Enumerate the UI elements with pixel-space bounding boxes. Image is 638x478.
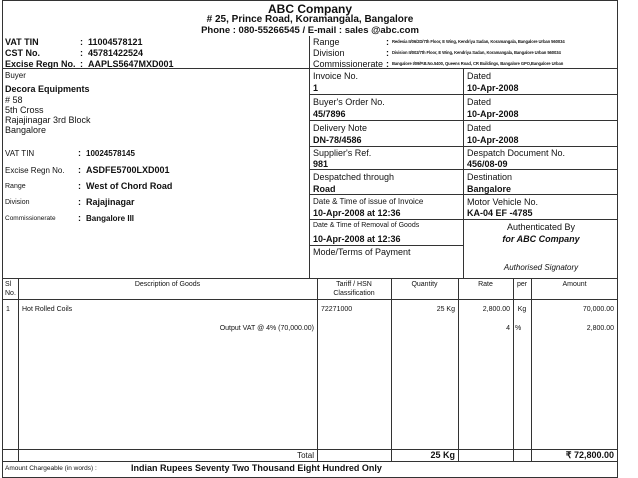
supplier-ref-label: Supplier's Ref.: [313, 148, 372, 158]
colon: :: [78, 165, 81, 175]
divider: [2, 461, 618, 462]
buyer-name: Decora Equipments: [5, 84, 90, 94]
buyer-commissionerate-label: Commissionerate: [5, 215, 56, 222]
total-quantity: 25 Kg: [430, 450, 455, 460]
dated-label: Dated: [467, 97, 492, 107]
row-tariff: 72271000: [321, 306, 353, 313]
destination-label: Destination: [467, 172, 513, 182]
despatched-through-value: Road: [313, 184, 336, 194]
divider: [309, 36, 310, 68]
removal-datetime-value: 10-Apr-2008 at 12:36: [313, 234, 401, 244]
range-value: Redesia II/06/2D/7th Floor, E Wing, Kendriya Sadan, Koramangala, Bangalore Urban 560034: [392, 39, 565, 44]
total-label: Total: [297, 451, 314, 460]
buyer-range-value: West of Chord Road: [86, 181, 173, 191]
buyer-vat-value: 10024578145: [86, 149, 135, 158]
vat-tin-value: 11004578121: [88, 37, 143, 47]
header-tariff: Tariff / HSN: [336, 281, 372, 288]
buyer-address-line: Bangalore: [5, 125, 47, 135]
colon: :: [386, 37, 389, 47]
buyer-label: Buyer: [5, 71, 26, 80]
buyer-address-line: # 58: [5, 95, 23, 105]
row-amount: 70,000.00: [582, 306, 614, 313]
division-label: Division: [313, 48, 345, 58]
divider: [2, 278, 618, 279]
amount-words-value: Indian Rupees Seventy Two Thousand Eight Hundred Only: [131, 463, 382, 473]
vat-tin-label: VAT TIN: [5, 37, 39, 47]
issue-datetime-value: 10-Apr-2008 at 12:36: [313, 208, 401, 218]
buyer-address-line: Rajajinagar 3rd Block: [5, 115, 91, 125]
division-value: Division II/002/7th Floor, E Wing, Kendriya Sadan, Koramangala, Bangalore Urban 560034: [392, 50, 561, 55]
destination-value: Bangalore: [467, 184, 512, 194]
divider: [317, 278, 318, 461]
buyer-order-label: Buyer's Order No.: [313, 97, 385, 107]
buyer-division-value: Rajajinagar: [86, 197, 135, 207]
header-per: per: [516, 281, 528, 288]
excise-value: AAPLS5647MXD001: [88, 59, 174, 69]
colon: :: [80, 48, 83, 58]
row-per: Kg: [517, 306, 527, 313]
colon: :: [80, 59, 83, 69]
colon: :: [386, 48, 389, 58]
divider: [309, 169, 618, 170]
delivery-note-value: DN-78/4586: [313, 135, 362, 145]
divider: [2, 449, 618, 450]
company-contact: Phone : 080-55266545 / E-mail : sales @abc.com: [201, 25, 419, 36]
divider: [18, 278, 19, 461]
colon: :: [78, 213, 81, 223]
dated-label: Dated: [467, 123, 492, 133]
removal-datetime-label: Date & Time of Removal of Goods: [313, 222, 420, 229]
divider: [463, 68, 464, 220]
row-quantity: 25 Kg: [436, 306, 455, 313]
header-sl: Sl: [5, 281, 12, 288]
delivery-note-label: Delivery Note: [313, 123, 368, 133]
buyer-order-date: 10-Apr-2008: [467, 109, 519, 119]
dated-label: Dated: [467, 71, 492, 81]
company-name: ABC Company: [267, 2, 352, 16]
colon: :: [80, 37, 83, 47]
commissionerate-value: Bangalore I/09/P.B.No.5400, Queens Road, CR Buildings, Bangalore GPO,Bangalore Urban: [392, 61, 564, 66]
header-quantity: Quantity: [411, 281, 438, 288]
supplier-ref-value: 981: [313, 159, 329, 169]
payment-terms-label: Mode/Terms of Payment: [313, 247, 411, 257]
header-classification: Classification: [333, 290, 375, 297]
company-address: # 25, Prince Road, Koramangala, Bangalore: [206, 14, 414, 25]
row-sl: 1: [6, 306, 10, 313]
buyer-range-label: Range: [5, 183, 26, 190]
divider: [309, 194, 618, 195]
divider: [309, 68, 310, 278]
colon: :: [78, 148, 81, 158]
divider: [309, 146, 618, 147]
despatched-through-label: Despatched through: [313, 172, 395, 182]
commissionerate-label: Commissionerate: [313, 59, 384, 69]
row-amount: 2,800.00: [586, 325, 614, 332]
header-rate: Rate: [478, 281, 493, 288]
colon: :: [386, 59, 389, 69]
authenticated-by: Authenticated By: [506, 222, 576, 232]
divider: [309, 94, 618, 95]
row-rate: 2,800.00: [482, 306, 510, 313]
buyer-excise-label: Excise Regn No.: [5, 166, 65, 175]
colon: :: [78, 181, 81, 191]
issue-datetime-label: Date & Time of issue of Invoice: [313, 197, 424, 206]
auth-company: for ABC Company: [502, 234, 580, 244]
row-per: %: [515, 325, 522, 332]
row-description: Hot Rolled Coils: [22, 306, 73, 313]
invoice-no-label: Invoice No.: [313, 71, 359, 81]
excise-label: Excise Regn No.: [5, 59, 76, 69]
authorised-signatory: Authorised Signatory: [503, 263, 579, 272]
row-rate: 4: [506, 325, 510, 332]
divider: [2, 299, 618, 300]
vehicle-label: Motor Vehicle No.: [467, 197, 539, 207]
row-description: Output VAT @ 4% (70,000.00): [219, 325, 314, 332]
cst-value: 45781422524: [88, 48, 144, 58]
header-description: Description of Goods: [134, 281, 201, 288]
buyer-commissionerate-value: Bangalore III: [86, 214, 135, 223]
buyer-division-label: Division: [5, 199, 30, 206]
despatch-doc-label: Despatch Document No.: [467, 148, 566, 158]
vehicle-value: KA-04 EF -4785: [467, 208, 533, 218]
colon: :: [78, 197, 81, 207]
buyer-excise-value: ASDFE5700LXD001: [86, 165, 170, 175]
despatch-doc-value: 456/08-09: [467, 159, 508, 169]
divider: [309, 245, 463, 246]
range-label: Range: [313, 37, 340, 47]
divider: [309, 120, 618, 121]
amount-words-label: Amount Chargeable (in words) :: [5, 465, 97, 472]
delivery-note-date: 10-Apr-2008: [467, 135, 519, 145]
buyer-vat-label: VAT TIN: [5, 149, 35, 158]
total-amount: ₹ 72,800.00: [565, 450, 614, 460]
buyer-order-value: 45/7896: [313, 109, 346, 119]
header-amount: Amount: [562, 281, 587, 288]
header-no: No.: [5, 290, 16, 297]
dated-value: 10-Apr-2008: [467, 83, 519, 93]
invoice-no-value: 1: [313, 83, 319, 93]
cst-label: CST No.: [5, 48, 40, 58]
buyer-address-line: 5th Cross: [5, 105, 44, 115]
